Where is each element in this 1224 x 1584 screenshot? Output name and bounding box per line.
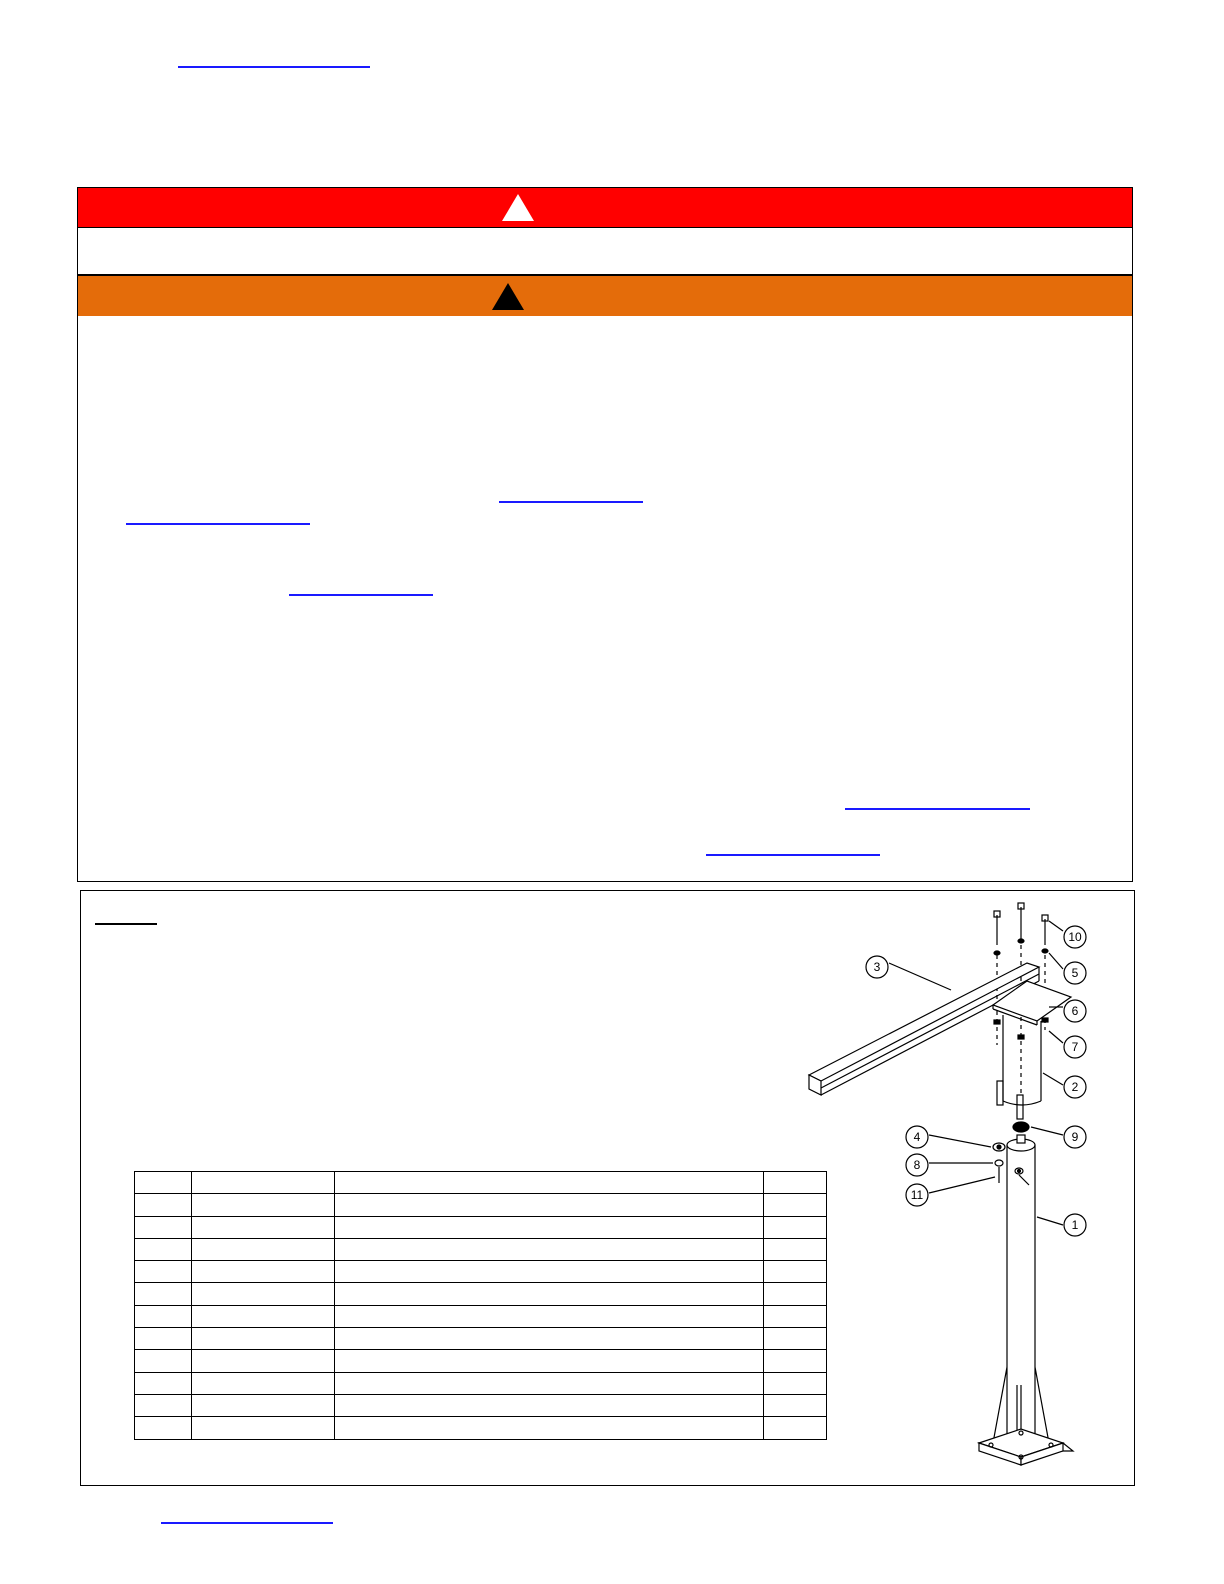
table-cell xyxy=(335,1238,764,1260)
table-cell xyxy=(335,1261,764,1283)
table-cell xyxy=(135,1350,192,1372)
callout-11 xyxy=(906,1184,928,1206)
table-cell xyxy=(335,1372,764,1394)
table-cell xyxy=(135,1417,192,1439)
table-row xyxy=(135,1305,827,1327)
table-row xyxy=(135,1261,827,1283)
table-cell xyxy=(335,1283,764,1305)
table-cell xyxy=(192,1194,335,1216)
table-cell xyxy=(135,1194,192,1216)
callout-3 xyxy=(866,956,888,978)
top-link[interactable] xyxy=(178,66,370,68)
danger-message xyxy=(78,228,1132,276)
table-cell xyxy=(335,1350,764,1372)
warning-link-3[interactable] xyxy=(289,594,433,596)
warning-link-5[interactable] xyxy=(706,854,880,856)
svg-text:5: 5 xyxy=(1071,966,1079,980)
table-cell xyxy=(335,1394,764,1416)
svg-text:6: 6 xyxy=(1071,1004,1079,1018)
table-cell xyxy=(192,1261,335,1283)
table-cell xyxy=(135,1172,192,1194)
svg-text:11: 11 xyxy=(910,1188,924,1202)
callout-4 xyxy=(906,1126,928,1148)
parts-list-section xyxy=(80,890,1135,1486)
danger-header xyxy=(78,188,1132,228)
table-cell xyxy=(192,1328,335,1350)
svg-text:4: 4 xyxy=(913,1130,921,1144)
table-cell xyxy=(335,1216,764,1238)
callout-5 xyxy=(1064,962,1086,984)
callout-7 xyxy=(1064,1036,1086,1058)
table-row xyxy=(135,1328,827,1350)
table-cell xyxy=(135,1261,192,1283)
table-cell xyxy=(192,1417,335,1439)
table-cell xyxy=(335,1305,764,1327)
table-row xyxy=(135,1350,827,1372)
table-cell xyxy=(192,1350,335,1372)
table-row xyxy=(135,1417,827,1439)
parts-table-header xyxy=(135,1172,827,1194)
table-cell xyxy=(192,1394,335,1416)
bottom-link[interactable] xyxy=(161,1522,333,1524)
svg-text:10: 10 xyxy=(1068,930,1082,944)
table-cell xyxy=(135,1305,192,1327)
callout-8 xyxy=(906,1154,928,1176)
table-cell xyxy=(192,1283,335,1305)
svg-text:1: 1 xyxy=(1071,1218,1079,1232)
table-cell xyxy=(335,1172,764,1194)
table-cell xyxy=(135,1372,192,1394)
warning-link-2[interactable] xyxy=(126,523,310,525)
callout-1 xyxy=(1064,1214,1086,1236)
table-row xyxy=(135,1283,827,1305)
table-cell xyxy=(192,1172,335,1194)
callout-6 xyxy=(1064,1000,1086,1022)
svg-text:7: 7 xyxy=(1071,1040,1079,1054)
warning-triangle-icon xyxy=(502,194,534,221)
parts-heading xyxy=(95,923,157,925)
warning-link-4[interactable] xyxy=(845,808,1030,810)
table-cell xyxy=(192,1305,335,1327)
warning-header xyxy=(78,276,1132,316)
table-row xyxy=(135,1216,827,1238)
svg-text:9: 9 xyxy=(1071,1130,1079,1144)
table-cell xyxy=(192,1372,335,1394)
svg-text:8: 8 xyxy=(913,1158,921,1172)
table-cell xyxy=(135,1283,192,1305)
table-cell xyxy=(192,1238,335,1260)
safety-notice-box xyxy=(77,187,1133,882)
table-cell xyxy=(335,1328,764,1350)
table-row xyxy=(135,1194,827,1216)
table-row xyxy=(135,1238,827,1260)
warning-triangle-icon xyxy=(492,283,524,310)
table-cell xyxy=(135,1328,192,1350)
callout-2 xyxy=(1064,1076,1086,1098)
table-row xyxy=(135,1372,827,1394)
svg-text:2: 2 xyxy=(1071,1080,1079,1094)
table-cell xyxy=(135,1216,192,1238)
callout-9 xyxy=(1064,1126,1086,1148)
warning-link-1[interactable] xyxy=(499,501,643,503)
exploded-assembly-drawing xyxy=(801,895,1121,1480)
table-cell xyxy=(192,1216,335,1238)
table-cell xyxy=(135,1238,192,1260)
parts-table xyxy=(134,1171,827,1440)
table-cell xyxy=(135,1394,192,1416)
callout-10 xyxy=(1064,926,1086,948)
table-row xyxy=(135,1394,827,1416)
warning-message xyxy=(78,318,1132,878)
svg-text:3: 3 xyxy=(873,960,881,974)
table-cell xyxy=(335,1194,764,1216)
table-cell xyxy=(335,1417,764,1439)
